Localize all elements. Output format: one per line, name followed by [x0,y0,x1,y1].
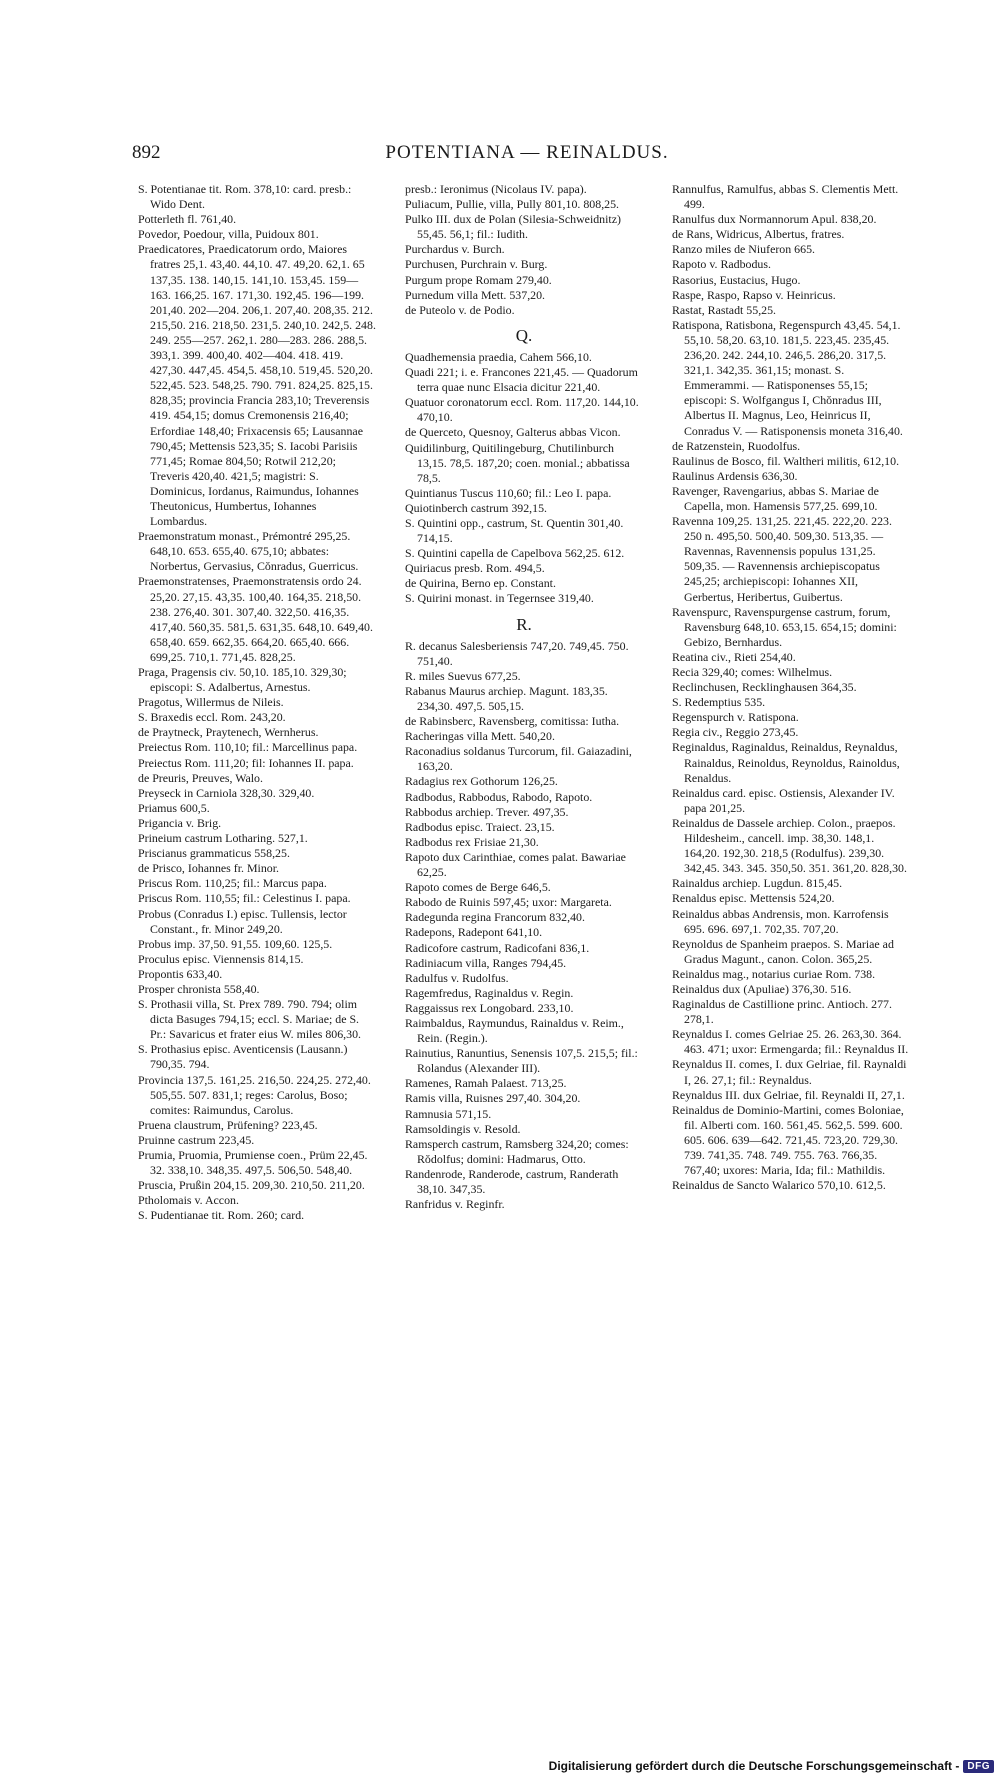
index-entry: Ramsoldingis v. Resold. [405,1121,521,1136]
index-entry: Praga, Pragensis civ. 50,10. 185,10. 329,30; episcopi: S. Adalbertus, Arnestus. [138,665,347,695]
index-entry: de Querceto, Quesnoy, Galterus abbas Vicon. [405,425,621,440]
index-entry: R. decanus Salesberiensis 747,20. 749,45. 750. 751,40. [405,638,629,668]
index-entry: Rainaldus archiep. Lugdun. 815,45. [672,876,843,891]
index-entry: Reynaldus I. comes Gelriae 25. 26. 263,30. 364. 463. 471; uxor: Ermengarda; fil.: Reynaldus II. [672,1027,909,1057]
index-entry: Purchardus v. Burch. [405,242,505,257]
index-entry: de Preuris, Preuves, Walo. [138,770,263,785]
index-entry: de Ratzenstein, Ruodolfus. [672,438,801,453]
index-entry: Praedicatores, Praedicatorum ordo, Maiores fratres 25,1. 43,40. 44,10. 47. 49,20. 62,1. 65 137,35. 138. 140,15. 141,10. 153,45. 159—163. 166,25. 167. 171,30. 192,45. 196—199. 201,40. 202—204. 206,1. 207,40. 208,35. 212. 215,50. 216. 218,50. 231,5. 240,10. 242,5. 248. 249. 255—257. 262,1. 280—283. 286. 288,5. 393,1. 399. 400,40. 402—404. 418. 419. 427,30. 447,45. 454,5. 458,10. 519,45. 520,20. 522,45. 523. 548,25. 790. 791. 824,25. 825,15. 828,35; provincia Francia 283,10; Treverensis 419. 454,15; domus Cremonensis 216,40; Erfordiae 148,40; Frixacensis 65; Lausannae 790,45; Mettensis 523,35; S. Iacobi Parisiis 771,45; Romae 804,50; Rotwil 212,20; Treveris 420,40. 421,5; magistri: S. Dominicus, Iordanus, Raimundus, Iohannes Theutonicus, Humbertus, Iohannes Lombardus. [138,242,376,529]
index-entry: Reynaldus III. dux Gelriae, fil. Reynaldi II, 27,1. [672,1087,905,1102]
index-entry: Radbodus, Rabbodus, Rabodo, Rapoto. [405,789,593,804]
column-1 [138,182,376,1223]
index-entry: Rabbodus archiep. Trever. 497,35. [405,804,569,819]
index-entry: Rainutius, Ranuntius, Senensis 107,5. 215,5; fil.: Rolandus (Alexander III). [405,1046,638,1076]
index-entry: Racheringas villa Mett. 540,20. [405,729,555,744]
index-entry: de Prisco, Iohannes fr. Minor. [138,861,280,876]
index-entry: de Quirina, Berno ep. Constant. [405,576,556,591]
index-entry: R. miles Suevus 677,25. [405,668,521,683]
index-entry: Priamus 600,5. [138,800,210,815]
index-entry: Prosper chronista 558,40. [138,981,260,996]
index-entry: Quatuor coronatorum eccl. Rom. 117,20. 144,10. 470,10. [405,395,639,425]
column-3 [672,182,910,1193]
index-entry: Rapoto dux Carinthiae, comes palat. Bawariae 62,25. [405,849,626,880]
index-entry: Priscianus grammaticus 558,25. [138,846,290,861]
index-entry: Priscus Rom. 110,25; fil.: Marcus papa. [138,876,327,891]
index-entry: Prineium castrum Lotharing. 527,1. [138,831,308,846]
index-entry: Purgum prope Romam 279,40. [405,272,552,287]
index-entry: Ramis villa, Ruisnes 297,40. 304,20. [405,1091,581,1106]
index-entry: Provincia 137,5. 161,25. 216,50. 224,25. 272,40. 505,55. 507. 831,1; reges: Carolus, Boso; comites: Raimundus, Carolus. [138,1072,371,1117]
index-entry: Renaldus episc. Mettensis 524,20. [672,891,835,906]
index-entry: Ragemfredus, Raginaldus v. Regin. [405,985,574,1000]
index-entry: Rapoto v. Radbodus. [672,257,771,272]
index-entry: Radagius rex Gothorum 126,25. [405,774,558,789]
index-entry: Prigancia v. Brig. [138,815,222,830]
index-entry: Radulfus v. Rudolfus. [405,970,509,985]
index-entry: Reinaldus de Dassele archiep. Colon., praepos. Hildesheim., cancell. imp. 38,30. 148,1. 164,20. 192,30. 218,5 (Rodulfus). 239,30. 342,45. 343. 345. 350,50. 351. 361,20. 828,30. [672,815,907,876]
index-entry: Pruena claustrum, Prüfening? 223,45. [138,1117,318,1132]
index-entry: Preiectus Rom. 111,20; fil: Iohannes II. papa. [138,755,354,770]
section-heading-r: R. [516,614,532,634]
index-entry: S. Prothasii villa, St. Prex 789. 790. 794; olim dicta Basuges 794,15; eccl. S. Mariae; de S. Pr.: Savaricus et frater eius W. miles 806,30. [138,997,362,1042]
footer-text: Digitalisierung gefördert durch die Deutsche Forschungsgemeinschaft - [548,1759,960,1773]
index-entry: Recia 329,40; comes: Wilhelmus. [672,665,833,679]
index-entry: Reinaldus mag., notarius curiae Rom. 738. [672,966,876,981]
index-entry: Rasorius, Eustacius, Hugo. [672,272,801,287]
page-number: 892 [132,142,161,163]
index-entry: Pragotus, Willermus de Nileis. [138,695,284,710]
index-entry: Ranzo miles de Niuferon 665. [672,242,815,257]
index-entry: Reatina civ., Rieti 254,40. [672,649,796,664]
index-entry: Praemonstratum monast., Prémontré 295,25. 648,10. 653. 655,40. 675,10; abbates: Norbertus, Gervasius, Cŏnradus, Guerricus. [138,529,359,574]
index-entry: Ranulfus dux Normannorum Apul. 838,20. [672,212,877,227]
index-entry: Prumia, Pruomia, Prumiense coen., Prüm 22,45. 32. 338,10. 348,35. 497,5. 506,50. 548,40. [138,1148,368,1178]
index-entry: Quadi 221; i. e. Francones 221,45. — Quadorum terra quae nunc Elsacia dicitur 221,40. [405,365,638,395]
index-entry: Quiriacus presb. Rom. 494,5. [405,561,545,576]
index-entry: Raginaldus de Castillione princ. Antioch. 277. 278,1. [672,997,892,1027]
index-entry: Rabanus Maurus archiep. Magunt. 183,35. 234,30. 497,5. 505,15. [405,683,608,713]
index-entry: Quiotinberch castrum 392,15. [405,500,547,515]
index-entry: Radicofore castrum, Radicofani 836,1. [405,940,590,955]
index-entry: Proculus episc. Viennensis 814,15. [138,951,304,966]
index-entry: Reginaldus, Raginaldus, Reinaldus, Reynaldus, Rainaldus, Reinoldus, Reynoldus, Rainoldus, Renaldus. [672,740,900,785]
index-entry: Radegunda regina Francorum 832,40. [405,910,585,925]
index-entry: Ramsperch castrum, Ramsberg 324,20; comes: Rŏdolfus; domini: Hadmarus, Otto. [405,1136,629,1166]
index-entry: Regenspurch v. Ratispona. [672,710,799,725]
index-entry: Ptholomais v. Accon. [138,1193,239,1208]
index-entry: Purnedum villa Mett. 537,20. [405,287,546,302]
col2-entries-p [405,182,643,318]
index-entry: Povedor, Poedour, villa, Puidoux 801. [138,227,319,242]
index-entry: Pulko III. dux de Polan (Silesia-Schweidnitz) 55,45. 56,1; fil.: Iudith. [405,212,621,242]
index-entry: Raggaissus rex Longobard. 233,10. [405,1000,574,1015]
index-entry: Rapoto comes de Berge 646,5. [405,880,551,895]
index-entry: Ramenes, Ramah Palaest. 713,25. [405,1076,567,1091]
index-entry: Priscus Rom. 110,55; fil.: Celestinus I. papa. [138,891,351,906]
index-entry: Praemonstratenses, Praemonstratensis ordo 24. 25,20. 27,15. 43,35. 100,40. 164,35. 218,50. 238. 276,40. 301. 307,40. 322,50. 416,35. 417,40. 560,35. 581,5. 631,35. 648,10. 649,40. 658,40. 659. 662,35. 664,20. 665,40. 666. 699,25. 710,1. 771,45. 828,25. [138,574,373,664]
index-entry: de Puteolo v. de Podio. [405,302,515,317]
index-entry: Purchusen, Purchrain v. Burg. [405,257,548,272]
index-entry: Reinaldus dux (Apuliae) 376,30. 516. [672,981,852,996]
digitization-footer [549,1759,994,1773]
index-entry: Radiniacum villa, Ranges 794,45. [405,955,567,970]
index-entry: Propontis 633,40. [138,966,223,981]
index-entry: Rabodo de Ruinis 597,45; uxor: Margareta. [405,895,612,910]
index-entry: Ravenspurc, Ravenspurgense castrum, forum, Ravensburg 648,10. 653,15. 654,15; domini: Gebizo, Bernhardus. [672,604,897,649]
index-entry: Reinaldus de Dominio-Martini, comes Boloniae, fil. Alberti com. 160. 561,45. 562,5. 599. 600. 605. 606. 639—642. 721,45. 723,20. 729,30. 739. 741,35. 748. 749. 755. 763. 766,35. 767,40; uxores: Maria, Ida; fil.: Mathildis. [672,1102,904,1178]
column-2 [405,182,643,1212]
running-title: POTENTIANA — REINALDUS. [385,142,669,163]
index-entry: Reinaldus de Sancto Walarico 570,10. 612,5. [672,1178,886,1193]
index-entry: Preyseck in Carniola 328,30. 329,40. [138,785,315,800]
index-entry: Puliacum, Pullie, villa, Pully 801,10. 808,25. [405,197,620,212]
index-entry: Preiectus Rom. 110,10; fil.: Marcellinus papa. [138,740,358,755]
index-entry: de Rabinsberc, Ravensberg, comitissa: Iutha. [405,714,620,729]
index-entry: Quidilinburg, Quitilingeburg, Chutilinburch 13,15. 78,5. 187,20; coen. monial.; abbatissa 78,5. [405,440,630,485]
index-entry: Potterleth fl. 761,40. [138,212,237,227]
index-entry: Probus (Conradus I.) episc. Tullensis, lector Constant., fr. Minor 249,20. [138,906,347,936]
index-entry: Radepons, Radepont 641,10. [405,925,543,940]
index-entry: Reinaldus abbas Andrensis, mon. Karrofensis 695. 696. 697,1. 702,35. 707,20. [672,906,889,936]
index-entry: Rastat, Rastadt 55,25. [672,302,777,317]
col3-entries [672,182,910,1193]
index-entry: de Rans, Widricus, Albertus, fratres. [672,227,845,242]
index-entry: Randenrode, Randerode, castrum, Randerath 38,10. 347,35. [405,1166,619,1196]
col2-entries-r [405,639,643,1213]
index-entry: S. Pudentianae tit. Rom. 260; card. [138,1208,305,1223]
index-entry: Raimbaldus, Raymundus, Rainaldus v. Reim., Rein. (Regin.). [405,1015,624,1046]
index-entry: presb.: Ieronimus (Nicolaus IV. papa). [405,182,587,196]
index-entry: S. Prothasius episc. Aventicensis (Lausann.) 790,35. 794. [138,1042,348,1072]
index-entry: S. Potentianae tit. Rom. 378,10: card. presb.: Wido Dent. [138,182,352,212]
index-entry: Raconadius soldanus Turcorum, fil. Gaiazadini, 163,20. [405,744,632,774]
index-entry: Reinaldus card. episc. Ostiensis, Alexander IV. papa 201,25. [672,785,895,815]
index-entry: Ravenna 109,25. 131,25. 221,45. 222,20. 223. 250 n. 495,50. 500,40. 509,30. 513,35. — Ravennas, Ravennensis populus 131,25. 509,35. — Ravennensis archiepiscopatus 245,25; archiepiscopi: Iohannes XII, Gerbertus, Heribertus, Guibertus. [672,514,892,604]
index-entry: Raulinus de Bosco, fil. Waltheri militis, 612,10. [672,453,900,468]
index-entry: S. Quintini opp., castrum, St. Quentin 301,40. 714,15. [405,515,624,546]
index-entry: Ratispona, Ratisbona, Regenspurch 43,45. 54,1. 55,10. 58,20. 63,10. 181,5. 223,45. 235,45. 236,20. 242. 244,10. 246,5. 286,20. 317,5. 321,1. 342,35. 361,15; monast. S. Emmerammi. — Ratisponenses 55,15; episcopi: S. Wolfgangus I, Chŏnradus III, Albertus II. Magnus, Leo, Heinricus II, Conradus V. — Ratisponensis moneta 316,40. [672,317,903,438]
index-entry: Radbodus episc. Traiect. 23,15. [405,819,555,834]
index-entry: Ranfridus v. Reginfr. [405,1197,505,1212]
index-entry: Raulinus Ardensis 636,30. [672,468,798,483]
index-entry: S. Quintini capella de Capelbova 562,25. 612. [405,546,625,561]
dfg-logo: DFG [963,1760,994,1773]
index-entry: Rannulfus, Ramulfus, abbas S. Clementis Mett. 499. [672,182,899,212]
index-entry: de Praytneck, Praytenech, Wernherus. [138,725,319,740]
index-entry: Radbodus rex Frisiae 21,30. [405,834,539,849]
index-entry: S. Redemptius 535. [672,695,766,710]
index-entry: S. Braxedis eccl. Rom. 243,20. [138,710,286,725]
index-entry: Ramnusia 571,15. [405,1106,492,1121]
index-entry: Pruinne castrum 223,45. [138,1132,255,1147]
index-entry: Regia civ., Reggio 273,45. [672,725,799,740]
index-entry: Quintianus Tuscus 110,60; fil.: Leo I. papa. [405,485,612,500]
index-page [132,136,922,1736]
col1-entries [138,182,376,1223]
index-entry: Reynaldus II. comes, I. dux Gelriae, fil. Raynaldi I, 26. 27,1; fil.: Reynaldus. [672,1057,907,1087]
index-entry: Probus imp. 37,50. 91,55. 109,60. 125,5. [138,936,333,951]
index-entry: Pruscia, Prußin 204,15. 209,30. 210,50. 211,20. [138,1178,365,1193]
index-entry: Raspe, Raspo, Rapso v. Heinricus. [672,287,836,302]
index-entry: Reynoldus de Spanheim praepos. S. Mariae ad Gradus Magunt., canon. Colon. 365,25. [672,936,894,966]
col2-entries-q [405,350,643,607]
index-entry: Reclinchusen, Recklinghausen 364,35. [672,680,857,695]
index-entry: S. Quirini monast. in Tegernsee 319,40. [405,591,594,606]
index-entry: Quadhemensia praedia, Cahem 566,10. [405,349,592,364]
index-entry: Ravenger, Ravengarius, abbas S. Mariae de Capella, mon. Hamensis 577,25. 699,10. [672,483,879,513]
section-heading-q: Q. [515,325,533,345]
